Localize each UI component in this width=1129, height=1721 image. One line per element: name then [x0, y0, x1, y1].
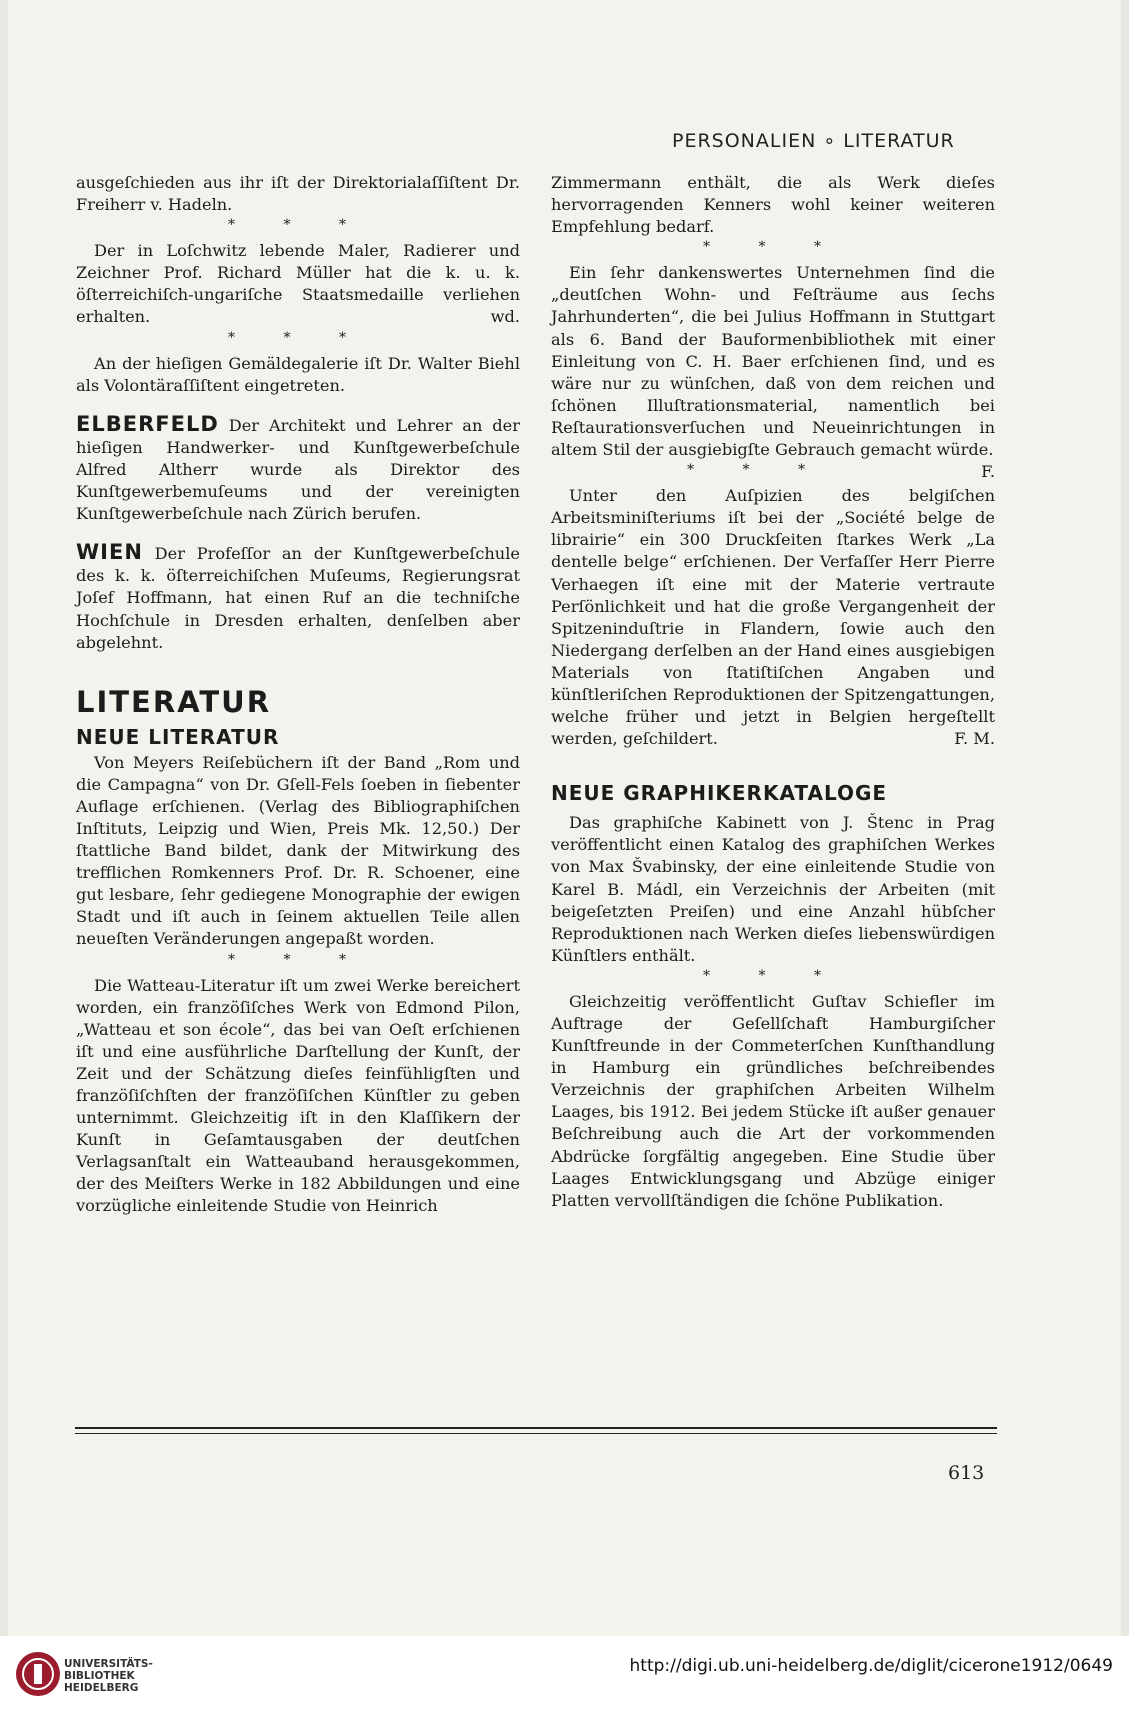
author-initials: F. M. [954, 729, 995, 749]
section-separator: * * * [687, 462, 828, 479]
left-column [76, 172, 520, 1218]
paragraph: Ein ſehr dankenswertes Unternehmen ſind die „deutſchen Wohn- und Feſträume aus ſechs Jahrhunderten“, die bei Julius Hoffmann in Stuttgart als 6. Band der Bauformenbibliothek mit einer Einleitung von C. H. Baer erſchienen ſind, und es wäre nur zu wünſchen, daß von dem reichen und ſchönen Illuſtrationsmaterial, namentlich bei Reſtaurationsverſuchen und Neueinrichtungen in altem Stil der ausgiebigſte Gebrauch gemacht würde. F. [551, 262, 995, 461]
city-heading: ELBERFELD [76, 411, 219, 436]
viewer-footer [0, 1636, 1129, 1721]
library-name: UNIVERSITÄTS- BIBLIOTHEK HEIDELBERG [64, 1658, 153, 1694]
section-separator: * * * [703, 239, 843, 256]
city-heading: WIEN [76, 540, 143, 565]
footer-rule [75, 1427, 997, 1429]
paragraph: An der hieſigen Gemäldegalerie iſt Dr. Walter Biehl als Volontäraſſiſtent eingetreten. [76, 353, 520, 395]
section-separator: * * * [228, 217, 368, 234]
section-heading: LITERATUR [76, 684, 272, 719]
paragraph: Der in Loſchwitz lebende Maler, Radierer und Zeichner Prof. Richard Müller hat die k. u. k. öſterreichiſch-ungariſche Staatsmedaille verliehen erhalten. wd. [76, 240, 520, 328]
section-separator: * * * [703, 967, 843, 984]
source-url-link[interactable]: http://digi.ub.uni-heidelberg.de/diglit/cicerone1912/0649 [629, 1656, 1113, 1676]
paragraph: Von Meyers Reiſebüchern iſt der Band „Rom und die Campagna“ von Dr. Gſell-Fels ſoeben in ſiebenter Auflage erſchienen. (Verlag des Bibliographiſchen Inſtituts, Leipzig und Wien, Preis Mk. 12,50.) Der ſtattliche Band bildet, dank der Mitwirkung des trefflichen Romkenners Prof. Dr. R. Schoener, eine gut lesbare, ſehr gediegene Monographie der ewigen Stadt und iſt auch in ſeinem aktuellen Teile allen neueſten Veränderungen angepaßt worden. [76, 752, 520, 949]
right-column [551, 172, 995, 1212]
section-heading: NEUE GRAPHIKERKATALOGE [551, 781, 888, 806]
paragraph: Die Watteau-Literatur iſt um zwei Werke bereichert worden, ein franzöſiſches Werk von Edmond Pilon, „Watteau et son école“, das bei van Oeſt erſchienen iſt und eine ausführliche Darſtellung der Kunſt, der Zeit und der Schätzung dieſes feinfühligſten und franzöſiſchſten der franzöſiſchen Künſtler zu geben unternimmt. Gleichzeitig iſt in den Klaſſikern der Kunſt in Geſamtausgaben der deutſchen Verlagsanſtalt ein Watteauband herausgekommen, der des Meiſters Werke in 182 Abbildungen und eine vorzügliche einleitende Studie von Heinrich [76, 975, 520, 1216]
page-number: 613 [948, 1462, 985, 1484]
university-seal-icon [14, 1650, 62, 1698]
paragraph: Gleichzeitig veröffentlicht Guſtav Schiefler im Auftrage der Geſellſchaft Hamburgiſcher Kunſtfreunde in der Commeterſchen Kunſthandlung in Hamburg ein gründliches beſchreibendes Verzeichnis der graphiſchen Arbeiten Wilhelm Laages, bis 1912. Bei jedem Stücke iſt außer genauer Beſchreibung auch die Art der vorkommenden Abdrücke ſorgfältig angegeben. Eine Studie über Laages Entwicklungsgang und Abzüge einiger Platten vervollſtändigen die ſchöne Publikation. [551, 991, 995, 1210]
paragraph-elberfeld: ELBERFELD Der Architekt und Lehrer an der hieſigen Handwerker- und Kunſtgewerbeſchule Alfred Altherr wurde als Direktor des Kunſtgewerbemuſeums und der vereinigten Kunſtgewerbeſchule nach Zürich berufen. [76, 411, 520, 524]
author-initials: wd. [490, 307, 520, 327]
paragraph: Zimmermann enthält, die als Werk dieſes hervorragenden Kenners wohl keiner weiteren Empfehlung bedarf. [551, 173, 995, 237]
running-header: PERSONALIEN ∘ LITERATUR [672, 130, 955, 152]
paragraph: Das graphiſche Kabinett von J. Štenc in Prag veröffentlicht einen Katalog des graphiſchen Werkes von Max Švabinsky, der eine einleitende Studie von Karel B. Mádl, ein Verzeichnis der Arbeiten (mit beigeſetzten Preiſen) und eine Anzahl hübſcher Reproduktionen nach Werken dieſes liebenswürdigen Künſtlers enthält. [551, 813, 995, 965]
paragraph-wien: WIEN Der Profeſſor an der Kunſtgewerbeſchule des k. k. öſterreichiſchen Muſeums, Regierungsrat Joſef Hoffmann, hat einen Ruf an die techniſche Hochſchule in Dresden erhalten, denſelben aber abgelehnt. [76, 540, 520, 652]
paragraph: Unter den Auſpizien des belgiſchen Arbeitsminiſteriums iſt bei der „Société belge de librairie“ ein 300 Druckſeiten ſtarkes Werk „La dentelle belge“ erſchienen. Der Verfaſſer Herr Pierre Verhaegen iſt eine mit der Materie vertraute Perſönlichkeit und hat die große Vergangenheit der Spitzeninduſtrie in Flandern, ſowie auch den Niedergang derſelben an der Hand eines ausgiebigen Materials von ſtatiſtiſchen Angaben und künſtleriſchen Reproduktionen der Spitzengattungen, welche früher und jetzt in Belgien hergeſtellt werden, geſchildert. F. M. [551, 485, 995, 750]
paragraph: ausgeſchieden aus ihr iſt der Direktorialaſſiſtent Dr. Freiherr v. Hadeln. [76, 173, 520, 215]
subsection-heading: NEUE LITERATUR [76, 724, 280, 749]
document-page [8, 0, 1121, 1721]
author-initials: F. [981, 462, 995, 482]
footer-rule [75, 1433, 997, 1434]
section-separator: * * * [228, 329, 368, 346]
section-separator: * * * [228, 951, 368, 968]
